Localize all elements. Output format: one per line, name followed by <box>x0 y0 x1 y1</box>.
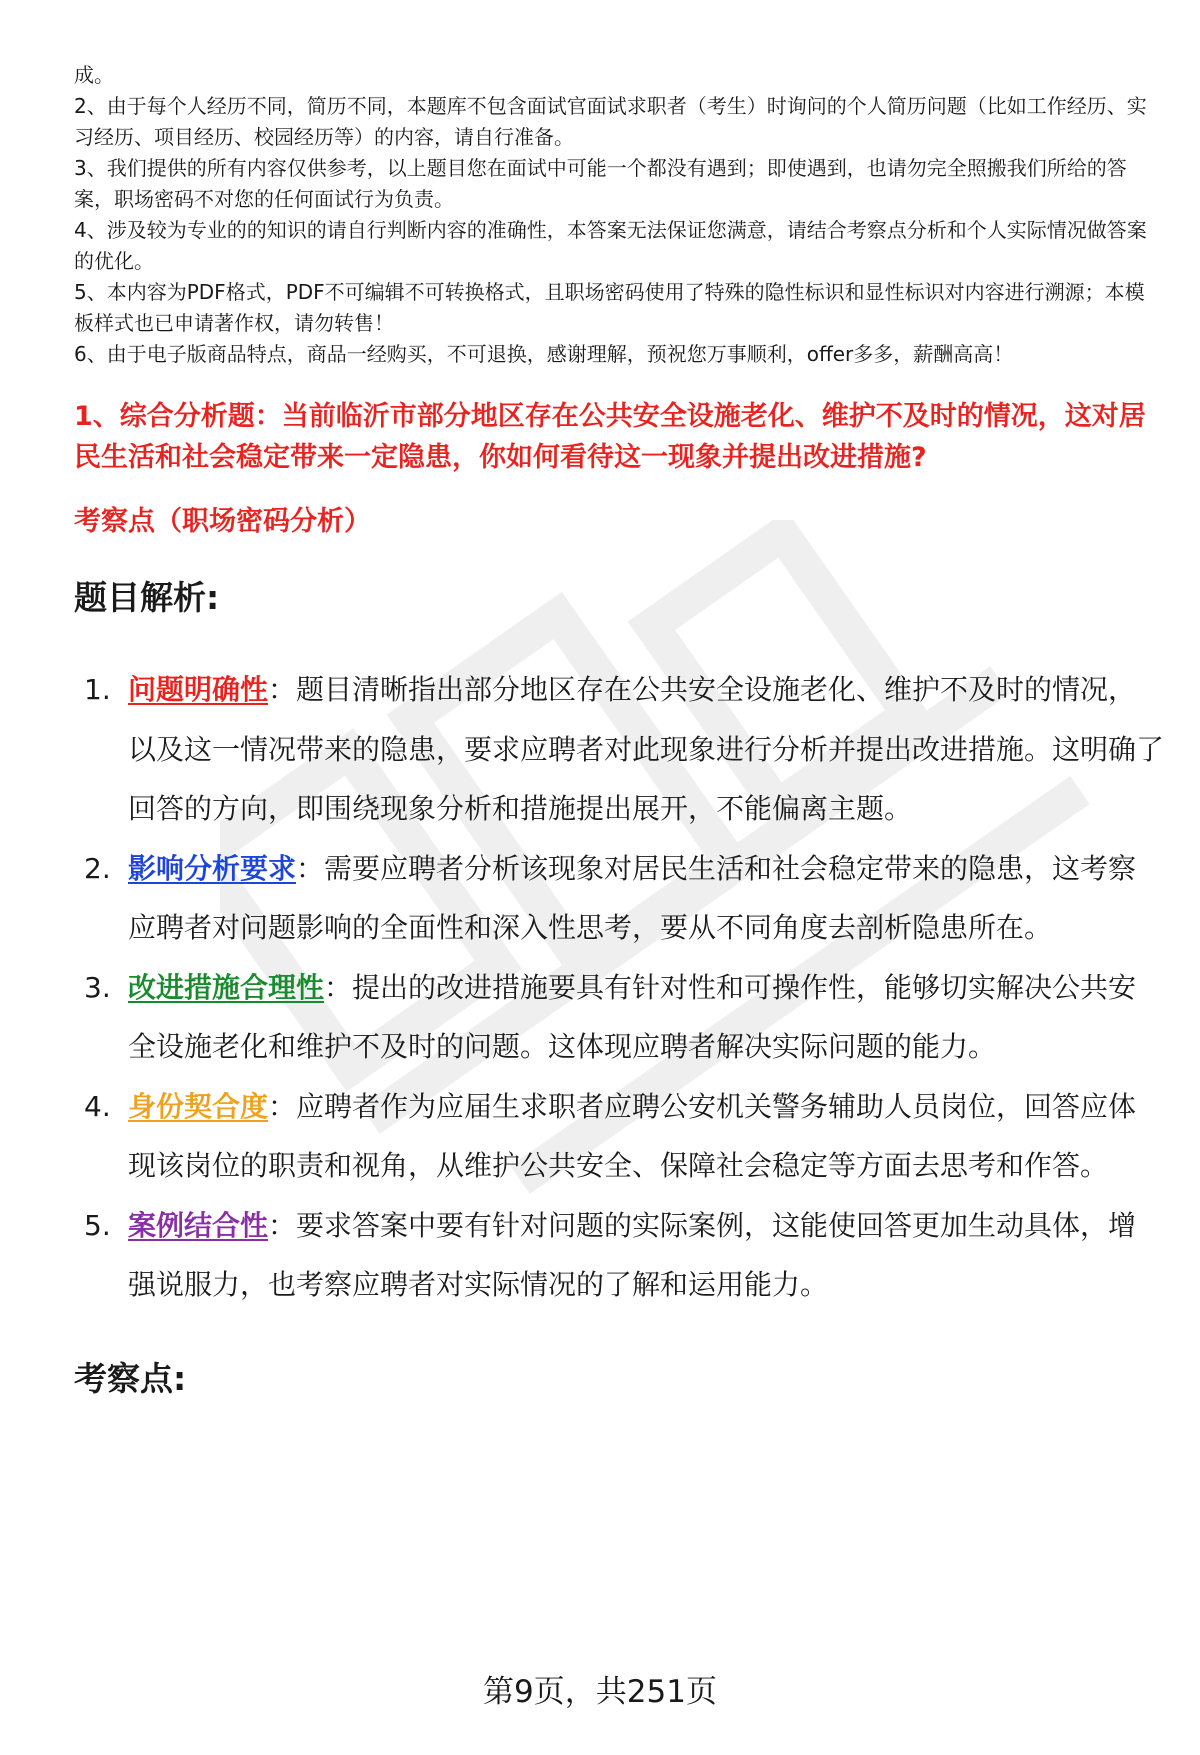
note-item: 成。 <box>74 63 114 87</box>
list-item-keyword: 问题明确性 <box>128 673 269 706</box>
document-page <box>74 60 1164 1401</box>
note-item: 4、涉及较为专业的的知识的请自行判断内容的准确性，本答案无法保证您满意，请结合考察点分析和个人实际情况做答案的优化。 <box>74 218 1147 273</box>
list-item <box>74 1196 1164 1315</box>
note-item: 2、由于每个人经历不同，简历不同，本题库不包含面试官面试求职者（考生）时询问的个人简历问题（比如工作经历、实习经历、项目经历、校园经历等）的内容，请自行准备。 <box>74 94 1147 149</box>
notes-list <box>74 60 1164 370</box>
list-item <box>74 1077 1164 1196</box>
list-item-number: 5. <box>84 1208 111 1242</box>
list-item-text: ：要求答案中要有针对问题的实际案例，这能使回答更加生动具体，增强说服力，也考察应聘者对实际情况的了解和运用能力。 <box>128 1208 1137 1301</box>
analysis-list <box>74 660 1164 1315</box>
list-item-keyword: 改进措施合理性 <box>128 970 325 1004</box>
analysis-title: 题目解析: <box>74 578 220 617</box>
kaochadian-title: 考察点: <box>74 1358 187 1398</box>
list-item <box>74 660 1164 839</box>
page-footer: 第9页，共251页 <box>483 1674 717 1710</box>
note-item: 5、本内容为PDF格式，PDF不可编辑不可转换格式，且职场密码使用了特殊的隐性标识和显性标识对内容进行溯源；本模板样式也已申请著作权，请勿转售！ <box>74 280 1145 335</box>
question-heading: 1、综合分析题：当前临沂市部分地区存在公共安全设施老化、维护不及时的情况，这对居民生活和社会稳定带来一定隐患，你如何看待这一现象并提出改进措施? <box>74 401 1146 473</box>
list-item-number: 4. <box>84 1089 111 1123</box>
list-item-text: ：需要应聘者分析该现象对居民生活和社会稳定带来的隐患，这考察应聘者对问题影响的全面性和深入性思考，要从不同角度去剖析隐患所在。 <box>128 851 1137 944</box>
list-item-number: 3. <box>84 970 111 1004</box>
list-item-text: ：应聘者作为应届生求职者应聘公安机关警务辅助人员岗位，回答应体现该岗位的职责和视角，从维护公共安全、保障社会稳定等方面去思考和作答。 <box>128 1089 1137 1182</box>
list-item <box>74 958 1164 1077</box>
kaochadian-label: 考察点（职场密码分析） <box>74 506 371 537</box>
list-item-number: 2. <box>84 851 111 885</box>
list-item-keyword: 影响分析要求 <box>128 851 297 885</box>
note-item: 3、我们提供的所有内容仅供参考，以上题目您在面试中可能一个都没有遇到；即使遇到，也请勿完全照搬我们所给的答案，职场密码不对您的任何面试行为负责。 <box>74 156 1127 211</box>
list-item-keyword: 身份契合度 <box>128 1089 269 1123</box>
list-item-text: ：题目清晰指出部分地区存在公共安全设施老化、维护不及时的情况，以及这一情况带来的隐患，要求应聘者对此现象进行分析并提出改进措施。这明确了回答的方向，即围绕现象分析和措施提出展开，不能偏离主题。 <box>128 673 1165 825</box>
note-item: 6、由于电子版商品特点，商品一经购买，不可退换，感谢理解，预祝您万事顺利，offer多多，薪酬高高！ <box>74 342 1014 366</box>
list-item-keyword: 案例结合性 <box>128 1208 269 1242</box>
list-item <box>74 839 1164 958</box>
list-item-number: 1. <box>84 673 111 706</box>
list-item-text: ：提出的改进措施要具有针对性和可操作性，能够切实解决公共安全设施老化和维护不及时的问题。这体现应聘者解决实际问题的能力。 <box>128 970 1137 1063</box>
